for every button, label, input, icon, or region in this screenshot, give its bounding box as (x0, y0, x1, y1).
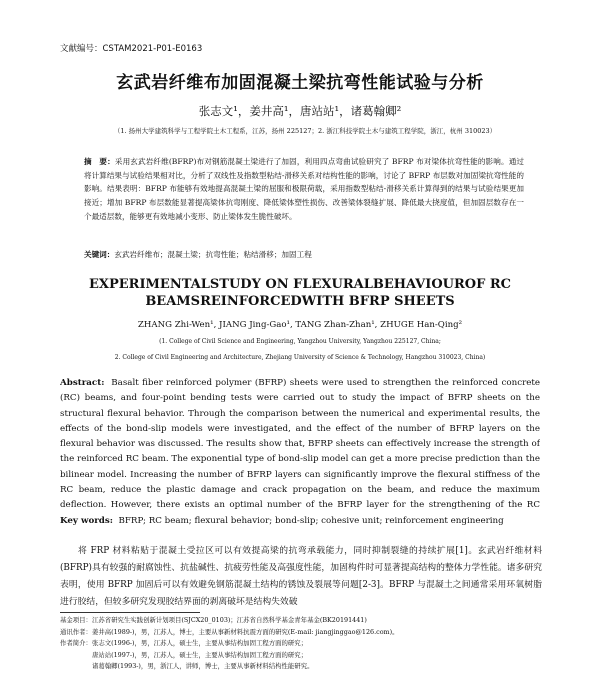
chinese-keywords-text: 玄武岩纤维布；混凝土梁；抗弯性能；粘结滑移；加固工程 (114, 250, 312, 259)
english-title-line-1: EXPERIMENTALSTUDY ON FLEXURALBEHAVIOUROF RC (88, 277, 512, 292)
footnote-corresponding-author: 通讯作者：姜井高(1989-)，男，江苏人，博士，主要从事新材料抗震方面的研究(E-mail: jiangjinggao@126.com)。 (60, 627, 399, 636)
chinese-title: 玄武岩纤维布加固混凝土梁抗弯性能试验与分析 (116, 73, 484, 93)
footnote-divider (60, 612, 200, 613)
english-abstract (60, 376, 540, 514)
footnote-funding: 基金项目：江苏省研究生实践创新计划项目(SJCX20_0103)；江苏省自然科学基金青年基金(BK20191441) (60, 616, 367, 624)
english-title (0, 276, 600, 310)
english-abstract-label: Abstract: (60, 378, 105, 388)
chinese-keywords-label: 关键词： (84, 250, 115, 259)
chinese-keywords (84, 248, 524, 262)
chinese-affiliations: （1. 扬州大学建筑科学与工程学院土木工程系，江苏，扬州 225127；2. 浙江科技学院土木与建筑工程学院，浙江，杭州 310023） (113, 127, 497, 135)
english-affiliation-1: (1. College of Civil Science and Engineering, Yangzhou University, Yangzhou 225127, China; (159, 338, 441, 345)
chinese-authors: 张志文¹，姜井高¹，唐站站¹，诸葛翰卿² (198, 104, 402, 118)
english-title-line-2: BEAMSREINFORCEDWITH BFRP SHEETS (145, 294, 455, 309)
article-id: 文献编号：CSTAM2021-P01-E0163 (60, 44, 203, 54)
body-paragraph: 将 FRP 材料粘贴于混凝土受拉区可以有效提高梁的抗弯承载能力，同时抑制裂缝的持续扩展[1]。玄武岩纤维材料(BFRP)具有较强的耐腐蚀性、抗盐碱性、抗疲劳性能及高强度性能，加固构件时可显著提高结构的整体力学性能。诸多研究表明，使用 BFRP 加固后可以有效避免钢筋混凝土结构的锈蚀及裂展等问题[2-3]。BFRP 与混凝土之间通常采用环氧树脂进行胶结，但较多研究发现胶结界面的剥离破坏是结构失效破 (60, 546, 542, 607)
english-keywords-text: BFRP; RC beam; flexural behavior; bond-slip; cohesive unit; reinforcement engineering (118, 516, 504, 526)
english-abstract-text: Basalt fiber reinforced polymer (BFRP) sheets were used to strengthen the reinforced concrete (RC) beams, and four-point bending tests were carried out to study the impact of BFRP sheets on the structural flexural behavior. Through the comparison between the numerical and experimental results, the effects of the bond-slip models were investigated, and the effect of the number of BFRP layers on the flexural behavior was discussed. The results show that, BFRP sheets can effectively increase the strength of the reinforced RC beam. The exponential type of bond-slip model can get a more precise prediction than the bilinear model. Increasing the number of BFRP layers can significantly improve the flexural stiffness of the RC beam, reduce the plastic damage and crack propagation on the beam, and reduce the maximum deflection. However, there exists an optimal number of the BFRP layer for the strengthening of the RC (60, 378, 540, 511)
footnote-author-bio-1: 作者简介：张志文(1996-)，男，江苏人，硕士生，主要从事结构加固工程方面的研究； (60, 639, 308, 647)
chinese-abstract-text: 采用玄武岩纤维(BFRP)布对钢筋混凝土梁进行了加固，利用四点弯曲试验研究了 BFRP 布对梁体抗弯性能的影响。通过将计算结果与试验结果相对比，分析了双线性及指数型粘结-滑移关系对结构性能的影响，讨论了 BFRP 布层数对加固梁抗弯性能的影响。结果表明：BFRP 布能够有效地提高混凝土梁的屈服和极限荷载，采用指数型粘结-滑移关系计算得到的结果与试验结果更加接近；增加 BFRP 布层数能显著提高梁体抗弯刚度、降低梁体塑性损伤、改善梁体裂缝扩展、降低最大挠度值，但加固层数存在一个最适层数，能够更有效地减小变形、防止梁体发生脆性破坏。 (84, 157, 524, 221)
footnotes (60, 615, 540, 673)
chinese-abstract-label: 摘 要： (84, 157, 115, 166)
english-keywords-label: Key words: (60, 516, 113, 526)
english-authors: ZHANG Zhi-Wen¹, JIANG Jing-Gao¹, TANG Zhan-Zhan¹, ZHUGE Han-Qing² (137, 320, 463, 330)
footnote-author-bio-3: 诸葛翰卿(1993-)，男，浙江人，讲师，博士，主要从事新材料结构性能研究。 (60, 662, 314, 670)
footnote-author-bio-2: 唐站站(1997-)，男，江苏人，硕士生，主要从事结构加固工程方面的研究； (60, 650, 308, 659)
english-keywords (60, 516, 540, 526)
english-affiliation-2: 2. College of Civil Engineering and Architecture, Zhejiang University of Science & Technology, Hangzhou 310023, China) (114, 354, 486, 361)
chinese-abstract (84, 155, 524, 251)
